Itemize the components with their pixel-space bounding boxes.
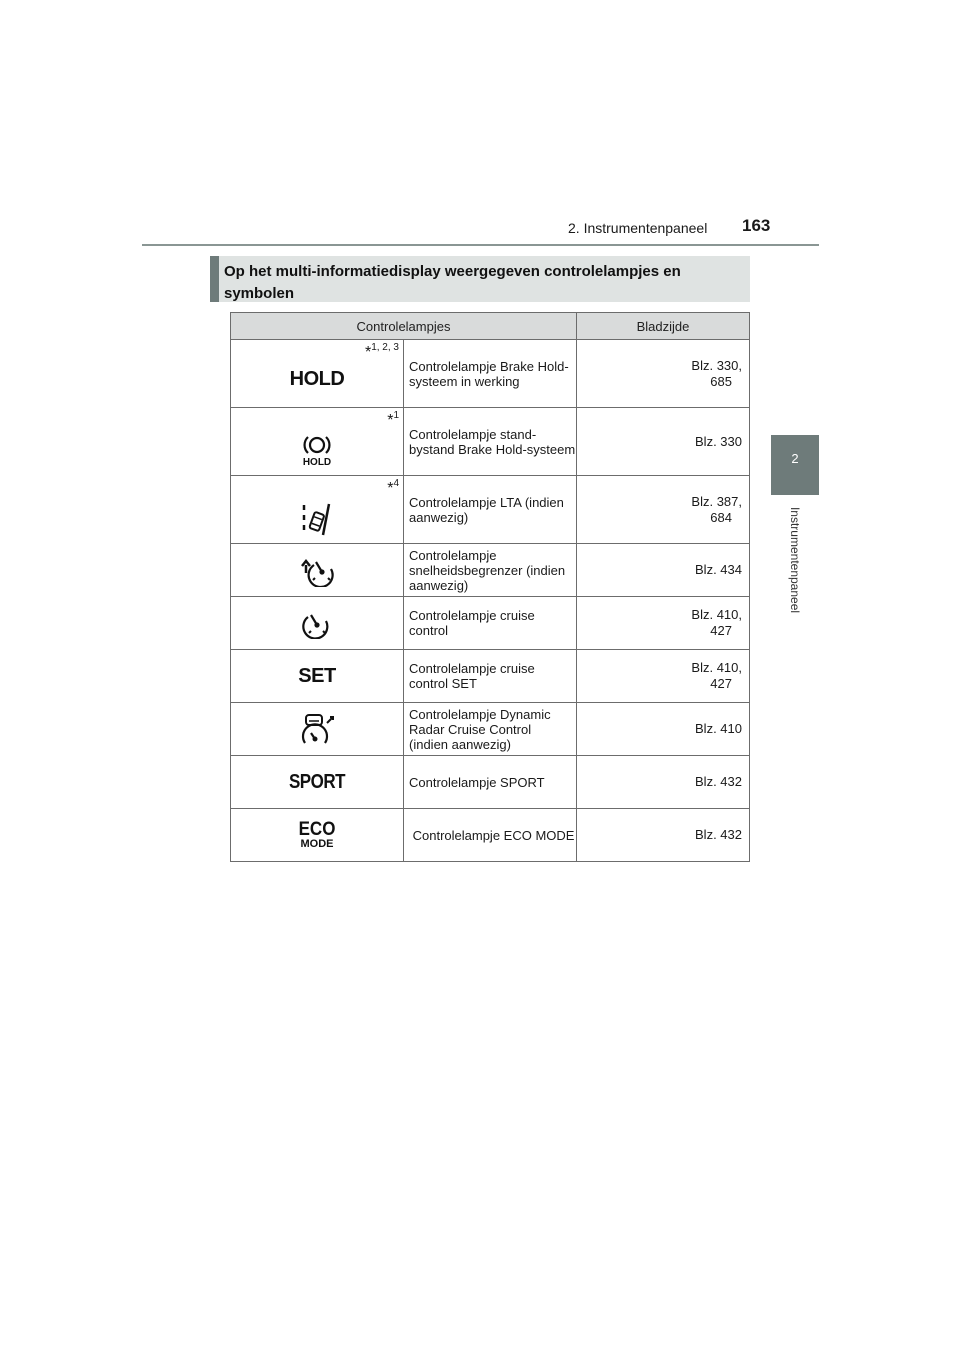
icon-cell bbox=[231, 476, 404, 544]
icon-cell bbox=[231, 650, 404, 703]
table-row bbox=[231, 703, 750, 756]
table-row bbox=[231, 809, 750, 862]
table-row bbox=[231, 756, 750, 809]
indicator-description: Controlelampje snelheidsbegrenzer (indien aanwezig) bbox=[404, 544, 577, 597]
footnote-marker: *$^{1, 2, 3}$ bbox=[364, 342, 399, 361]
table-header-row bbox=[231, 313, 750, 340]
running-header-title: 2. Instrumentenpaneel bbox=[568, 220, 708, 236]
chapter-tab-label: Instrumentenpaneel bbox=[788, 506, 803, 614]
indicator-description: Controlelampje Brake Hold-systeem in werking bbox=[404, 340, 577, 408]
set-text-icon: SET bbox=[298, 664, 336, 687]
chapter-tab: 2 bbox=[771, 435, 819, 495]
page-reference: Blz. 330 bbox=[577, 408, 750, 476]
footnote-marker: *$^1$ bbox=[387, 410, 399, 429]
eco-mode-icon: ECO MODE bbox=[298, 817, 336, 850]
table-row bbox=[231, 476, 750, 544]
icon-cell bbox=[231, 597, 404, 650]
table-row bbox=[231, 340, 750, 408]
indicator-description: Controlelampje Dynamic Radar Cruise Control (indien aanwezig) bbox=[404, 703, 577, 756]
icon-cell bbox=[231, 703, 404, 756]
indicator-description: Controlelampje SPORT bbox=[404, 756, 577, 809]
icon-cell bbox=[231, 756, 404, 809]
radar-cruise-icon bbox=[297, 711, 337, 747]
indicator-description: Controlelampje LTA (indien aanwezig) bbox=[404, 476, 577, 544]
hold-text-icon: HOLD bbox=[289, 367, 345, 390]
table-row bbox=[231, 544, 750, 597]
page-reference: Blz. 432 bbox=[577, 809, 750, 862]
icon-cell bbox=[231, 544, 404, 597]
section-heading-text: Op het multi-informatiedisplay weergegeven controlelampjes en symbolen bbox=[224, 263, 681, 302]
page-number: 163 bbox=[742, 216, 771, 235]
brake-hold-standby-icon bbox=[302, 433, 332, 457]
icon-cell bbox=[231, 809, 404, 862]
brake-hold-label: HOLD bbox=[302, 456, 332, 468]
page-reference: Blz. 434 bbox=[577, 544, 750, 597]
indicator-description: Controlelampje ECO MODE bbox=[404, 809, 577, 862]
header-rule bbox=[142, 244, 819, 246]
indicator-table bbox=[230, 312, 750, 862]
icon-cell bbox=[231, 408, 404, 476]
lane-tracing-icon bbox=[299, 501, 335, 537]
indicator-description: Controlelampje cruise control bbox=[404, 597, 577, 650]
column-header-indicators: Controlelampjes bbox=[231, 313, 577, 340]
table-row bbox=[231, 650, 750, 703]
page-reference: Blz. 432 bbox=[577, 756, 750, 809]
page-reference: Blz. 410, 427 bbox=[577, 597, 750, 650]
page-reference: Blz. 330, 685 bbox=[577, 340, 750, 408]
indicator-description: Controlelampje cruise control SET bbox=[404, 650, 577, 703]
page-reference: Blz. 410, 427 bbox=[577, 650, 750, 703]
footnote-marker: *$^4$ bbox=[387, 478, 399, 497]
page-reference: Blz. 410 bbox=[577, 703, 750, 756]
page-reference: Blz. 387, 684 bbox=[577, 476, 750, 544]
table-row bbox=[231, 597, 750, 650]
column-header-page: Bladzijde bbox=[577, 313, 750, 340]
sport-text-icon: SPORT bbox=[288, 770, 346, 793]
section-heading bbox=[210, 256, 750, 302]
indicator-description: Controlelampje stand-bystand Brake Hold-systeem bbox=[404, 408, 577, 476]
table-row bbox=[231, 408, 750, 476]
cruise-control-icon bbox=[300, 607, 334, 639]
icon-cell bbox=[231, 340, 404, 408]
speed-limiter-icon bbox=[297, 553, 337, 587]
